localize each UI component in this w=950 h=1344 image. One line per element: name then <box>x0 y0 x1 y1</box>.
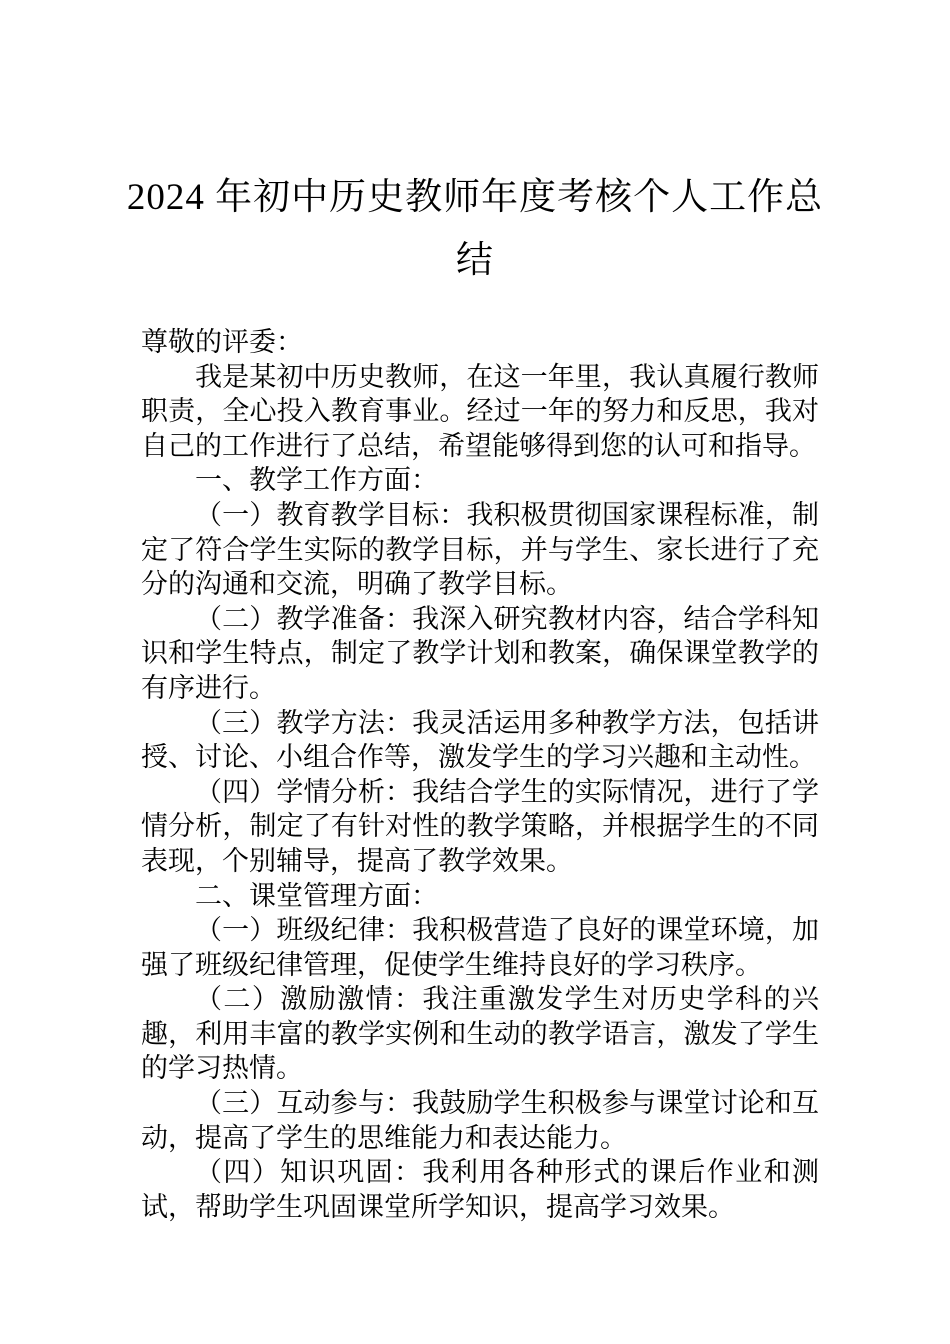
intro-paragraph: 我是某初中历史教师，在这一年里，我认真履行教师职责，全心投入教育事业。经过一年的努力和反思，我对自己的工作进行了总结，希望能够得到您的认可和指导。 <box>141 361 819 461</box>
class-discipline-paragraph: （一）班级纪律：我积极营造了良好的课堂环境，加强了班级纪律管理，促使学生维持良好的学习秩序。 <box>141 915 819 980</box>
document-title <box>85 166 865 292</box>
knowledge-consolidation-paragraph: （四）知识巩固：我利用各种形式的课后作业和测试，帮助学生巩固课堂所学知识，提高学习效果。 <box>141 1157 819 1222</box>
interaction-paragraph: （三）互动参与：我鼓励学生积极参与课堂讨论和互动，提高了学生的思维能力和表达能力。 <box>141 1088 819 1153</box>
teaching-preparation-paragraph: （二）教学准备：我深入研究教材内容，结合学科知识和学生特点，制定了教学计划和教案，确保课堂教学的有序进行。 <box>141 603 819 703</box>
section-heading-teaching-work: 一、教学工作方面： <box>195 465 438 496</box>
learning-analysis-paragraph: （四）学情分析：我结合学生的实际情况，进行了学情分析，制定了有针对性的教学策略，并根据学生的不同表现，个别辅导，提高了教学效果。 <box>141 776 819 876</box>
document-title-line-2: 结 <box>456 240 494 281</box>
teaching-methods-paragraph: （三）教学方法：我灵活运用多种教学方法，包括讲授、讨论、小组合作等，激发学生的学习兴趣和主动性。 <box>141 707 819 773</box>
document-title-line-1: 2024 年初中历史教师年度考核个人工作总 <box>126 177 824 218</box>
section-heading-classroom-management: 二、课堂管理方面： <box>195 880 438 911</box>
salutation: 尊敬的评委： <box>141 327 303 357</box>
document-body <box>141 325 819 1224</box>
teaching-goals-paragraph: （一）教育教学目标：我积极贯彻国家课程标准，制定了符合学生实际的教学目标，并与学生、家长进行了充分的沟通和交流，明确了教学目标。 <box>141 499 819 600</box>
motivation-paragraph: （二）激励激情：我注重激发学生对历史学科的兴趣，利用丰富的教学实例和生动的教学语言，激发了学生的学习热情。 <box>141 984 819 1084</box>
